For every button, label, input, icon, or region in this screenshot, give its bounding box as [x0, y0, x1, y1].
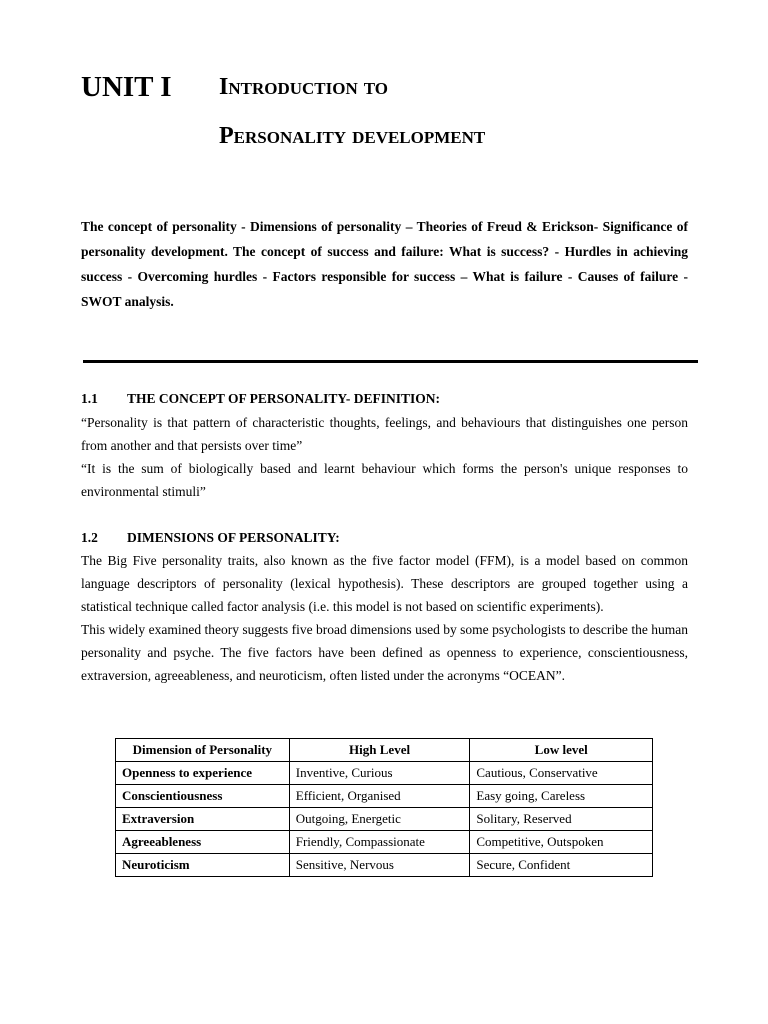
unit-label: UNIT I: [81, 71, 172, 103]
section-divider: [83, 360, 698, 363]
section-title: THE CONCEPT OF PERSONALITY- DEFINITION:: [127, 391, 441, 406]
section-1-2-body: [81, 549, 688, 687]
high-level-cell: Efficient, Organised: [289, 785, 470, 808]
high-level-cell: Outgoing, Energetic: [289, 808, 470, 831]
table-row: [116, 785, 653, 808]
unit-summary: The concept of personality - Dimensions of personality – Theories of Freud & Erickson- Significance of personality development. The concept of success and failure: What is success? - Hurdles in achieving success - Overcoming hurdles - Factors responsible for success – What is failure - Causes of failure - SWOT analysis.: [81, 219, 688, 309]
high-level-cell: Friendly, Compassionate: [289, 831, 470, 854]
table-header-row: [116, 739, 653, 762]
personality-dimensions-table: [115, 738, 653, 877]
section-heading-1-1: [81, 390, 440, 408]
section-number: 1.1: [81, 391, 98, 406]
table-row: [116, 854, 653, 877]
table-row: [116, 831, 653, 854]
high-level-cell: Inventive, Curious: [289, 762, 470, 785]
column-header: Dimension of Personality: [116, 739, 290, 762]
section-number: 1.2: [81, 530, 98, 545]
body-paragraph: This widely examined theory suggests five broad dimensions used by some psychologists to describe the human personality and psyche. The five factors have been defined as openness to experience, conscientiousness, extraversion, agreeableness, and neuroticism, often listed under the acronyms “OCEAN”.: [81, 622, 688, 683]
dimension-cell: Openness to experience: [116, 762, 290, 785]
dimension-cell: Agreeableness: [116, 831, 290, 854]
chapter-title-line-2: Personality development: [219, 123, 486, 149]
table-row: [116, 808, 653, 831]
low-level-cell: Competitive, Outspoken: [470, 831, 653, 854]
section-heading-1-2: [81, 529, 340, 547]
dimension-cell: Extraversion: [116, 808, 290, 831]
low-level-cell: Easy going, Careless: [470, 785, 653, 808]
dimension-cell: Conscientiousness: [116, 785, 290, 808]
low-level-cell: Cautious, Conservative: [470, 762, 653, 785]
section-1-1-body: [81, 411, 688, 503]
section-title: DIMENSIONS OF PERSONALITY:: [127, 530, 340, 545]
definition-paragraph: “It is the sum of biologically based and learnt behaviour which forms the person's unique responses to environmental stimuli”: [81, 461, 688, 499]
high-level-cell: Sensitive, Nervous: [289, 854, 470, 877]
column-header: High Level: [289, 739, 470, 762]
table-row: [116, 762, 653, 785]
chapter-title-line-1: Introduction to: [219, 74, 388, 100]
low-level-cell: Secure, Confident: [470, 854, 653, 877]
column-header: Low level: [470, 739, 653, 762]
body-paragraph: The Big Five personality traits, also known as the five factor model (FFM), is a model based on common language descriptors of personality (lexical hypothesis). These descriptors are grouped together using a statistical technique called factor analysis (i.e. this model is not based on scientific experiments).: [81, 553, 688, 614]
low-level-cell: Solitary, Reserved: [470, 808, 653, 831]
definition-paragraph: “Personality is that pattern of characteristic thoughts, feelings, and behaviours that distinguishes one person from another and that persists over time”: [81, 415, 688, 453]
dimension-cell: Neuroticism: [116, 854, 290, 877]
